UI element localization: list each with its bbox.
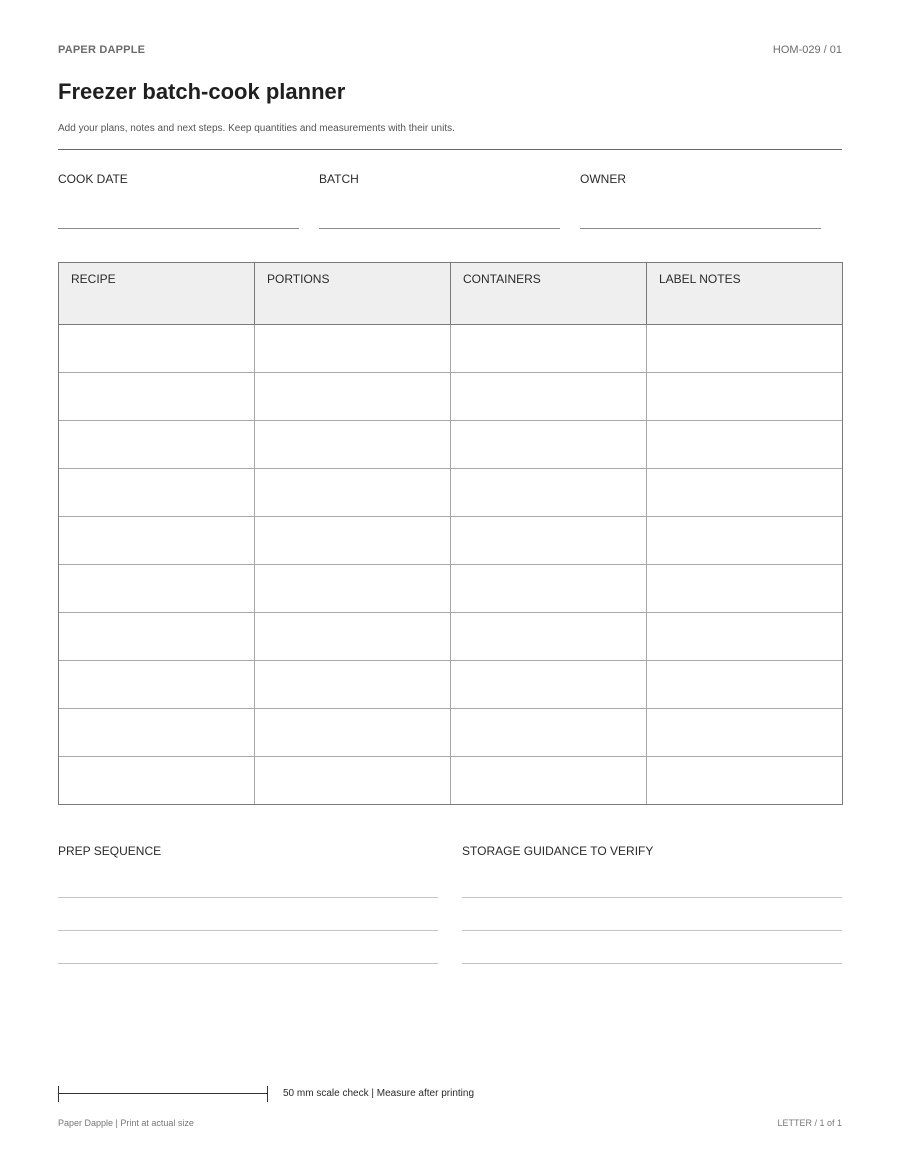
- table-cell[interactable]: [255, 757, 451, 805]
- column-header-label-notes: LABEL NOTES: [647, 263, 843, 325]
- header-divider: [58, 149, 842, 150]
- table-cell[interactable]: [59, 373, 255, 421]
- table-cell[interactable]: [59, 421, 255, 469]
- table-row: [59, 373, 843, 421]
- table-cell[interactable]: [59, 757, 255, 805]
- table-cell[interactable]: [59, 517, 255, 565]
- table-cell[interactable]: [647, 709, 843, 757]
- scale-check-text: 50 mm scale check | Measure after printing: [283, 1088, 475, 1099]
- scale-bar-start-tick: [58, 1086, 59, 1102]
- storage-guidance-label: STORAGE GUIDANCE TO VERIFY: [462, 844, 654, 858]
- page-title: Freezer batch-cook planner: [58, 79, 346, 104]
- table-row: [59, 613, 843, 661]
- table-cell[interactable]: [255, 421, 451, 469]
- table-cell[interactable]: [451, 661, 647, 709]
- brand-name: PAPER DAPPLE: [58, 44, 146, 56]
- scale-check-bar: [58, 1086, 268, 1102]
- table-cell[interactable]: [255, 565, 451, 613]
- table-cell[interactable]: [59, 325, 255, 373]
- table-cell[interactable]: [647, 517, 843, 565]
- table-cell[interactable]: [451, 613, 647, 661]
- table-row: [59, 565, 843, 613]
- cook-date-field[interactable]: [58, 228, 299, 229]
- table-row: [59, 421, 843, 469]
- table-cell[interactable]: [255, 373, 451, 421]
- table-row: [59, 325, 843, 373]
- table-cell[interactable]: [451, 469, 647, 517]
- table-cell[interactable]: [647, 325, 843, 373]
- owner-label: OWNER: [580, 172, 626, 186]
- table-cell[interactable]: [59, 469, 255, 517]
- table-cell[interactable]: [647, 469, 843, 517]
- column-header-recipe: RECIPE: [59, 263, 255, 325]
- table-cell[interactable]: [451, 373, 647, 421]
- table-row: [59, 757, 843, 805]
- table-cell[interactable]: [255, 661, 451, 709]
- table-row: [59, 469, 843, 517]
- owner-field[interactable]: [580, 228, 821, 229]
- table-cell[interactable]: [647, 661, 843, 709]
- table-cell[interactable]: [59, 709, 255, 757]
- footer-left-text: Paper Dapple | Print at actual size: [58, 1118, 194, 1128]
- table-cell[interactable]: [59, 613, 255, 661]
- table-cell[interactable]: [647, 373, 843, 421]
- table-cell[interactable]: [647, 565, 843, 613]
- footer-page-info: LETTER / 1 of 1: [777, 1118, 842, 1128]
- table-cell[interactable]: [647, 757, 843, 805]
- table-cell[interactable]: [255, 325, 451, 373]
- table-cell[interactable]: [255, 469, 451, 517]
- table-row: [59, 709, 843, 757]
- storage-guidance-line[interactable]: [462, 963, 842, 964]
- table-cell[interactable]: [255, 613, 451, 661]
- column-header-containers: CONTAINERS: [451, 263, 647, 325]
- table-cell[interactable]: [451, 757, 647, 805]
- table-cell[interactable]: [647, 421, 843, 469]
- column-header-portions: PORTIONS: [255, 263, 451, 325]
- prep-sequence-label: PREP SEQUENCE: [58, 844, 162, 858]
- batch-label: BATCH: [319, 172, 359, 186]
- table-row: [59, 661, 843, 709]
- table-cell[interactable]: [451, 517, 647, 565]
- storage-guidance-line[interactable]: [462, 930, 842, 931]
- cook-date-label: COOK DATE: [58, 172, 128, 186]
- document-id: HOM-029 / 01: [772, 44, 842, 56]
- prep-sequence-line[interactable]: [58, 930, 438, 931]
- table-cell[interactable]: [647, 613, 843, 661]
- table-cell[interactable]: [451, 565, 647, 613]
- table-cell[interactable]: [255, 709, 451, 757]
- table-cell[interactable]: [451, 709, 647, 757]
- table-cell[interactable]: [255, 517, 451, 565]
- scale-bar-end-tick: [267, 1086, 268, 1102]
- prep-sequence-line[interactable]: [58, 897, 438, 898]
- table-cell[interactable]: [59, 661, 255, 709]
- table-cell[interactable]: [59, 565, 255, 613]
- scale-bar-line: [58, 1093, 268, 1094]
- batch-cook-table: [58, 262, 843, 805]
- table-cell[interactable]: [451, 325, 647, 373]
- table-row: [59, 517, 843, 565]
- prep-sequence-line[interactable]: [58, 963, 438, 964]
- table-header-row: [59, 263, 843, 325]
- storage-guidance-line[interactable]: [462, 897, 842, 898]
- table-body: [59, 325, 843, 805]
- table-cell[interactable]: [451, 421, 647, 469]
- page-subtitle: Add your plans, notes and next steps. Keep quantities and measurements with their units.: [58, 123, 455, 134]
- batch-field[interactable]: [319, 228, 560, 229]
